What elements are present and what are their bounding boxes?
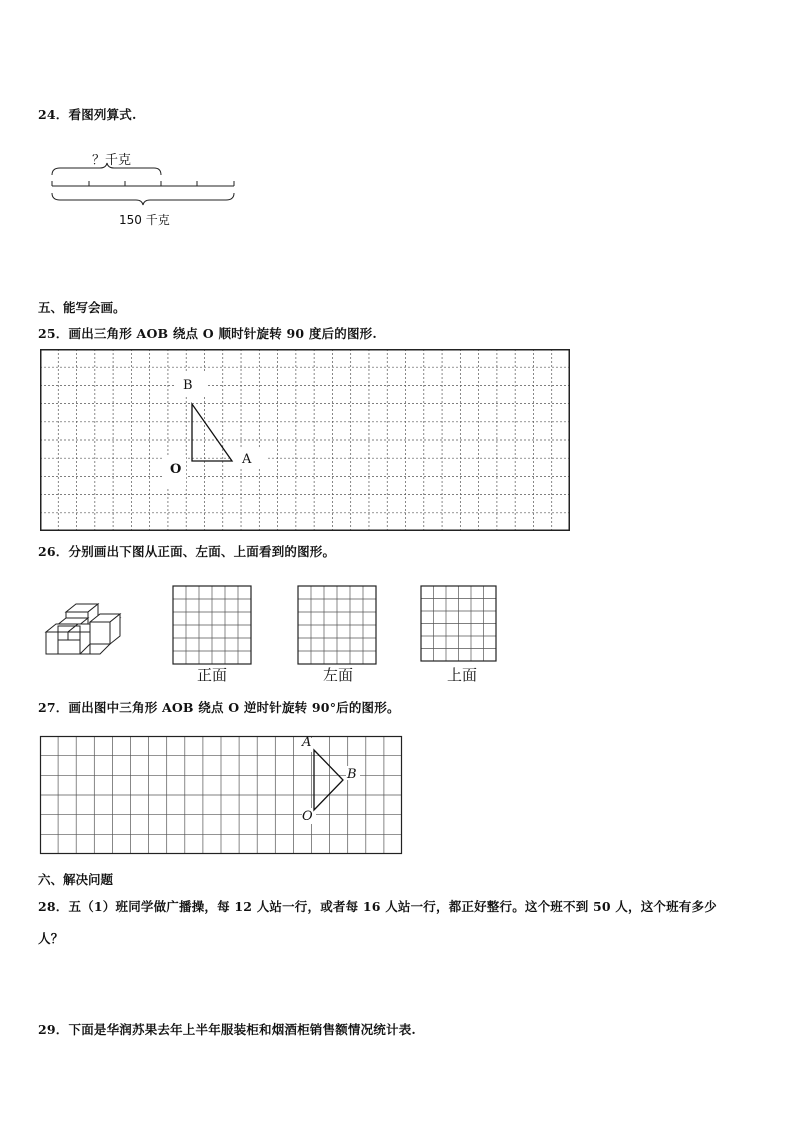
q26-front-view-label: 正面 [197, 666, 228, 684]
q25-label-o: O [170, 462, 182, 477]
section-five-heading: 五、能写会画。 [38, 300, 126, 315]
question-28-line-2: 人？ [38, 931, 64, 946]
q27-grid [40, 736, 402, 854]
q24-unknown-weight-label: ？千克 [92, 153, 132, 168]
q26-top-view-grid [421, 586, 496, 661]
question-29: 29．下面是华润苏果去年上半年服装柜和烟酒柜销售额情况统计表. [38, 1022, 416, 1037]
q25-label-a: A [242, 452, 252, 467]
q26-top-view-label: 上面 [447, 666, 478, 684]
question-25: 25．画出三角形 AOB 绕点 O 顺时针旋转 90 度后的图形. [38, 326, 377, 341]
q24-total-weight-label: 150 千克 [119, 213, 170, 227]
q27-triangle-aob [314, 750, 343, 810]
section-six-heading: 六、解决问题 [38, 872, 114, 887]
q26-left-view-grid [298, 586, 376, 664]
q27-label-a: A [302, 735, 312, 750]
question-26: 26．分别画出下图从正面、左面、上面看到的图形。 [38, 544, 336, 559]
question-28-line-1: 28．五（1）班同学做广播操，每 12 人站一行，或者每 16 人站一行，都正好整行。这个班不到 50 人，这个班有多少 [38, 899, 717, 914]
question-27: 27．画出图中三角形 AOB 绕点 O 逆时针旋转 90°后的图形。 [38, 700, 400, 715]
q27-label-b: B [347, 767, 357, 782]
question-24: 24．看图列算式. [38, 107, 137, 122]
q27-label-o: O [302, 809, 313, 824]
q26-front-view-grid [173, 586, 251, 664]
q25-label-b: B [183, 378, 193, 393]
q26-left-view-label: 左面 [323, 666, 354, 684]
